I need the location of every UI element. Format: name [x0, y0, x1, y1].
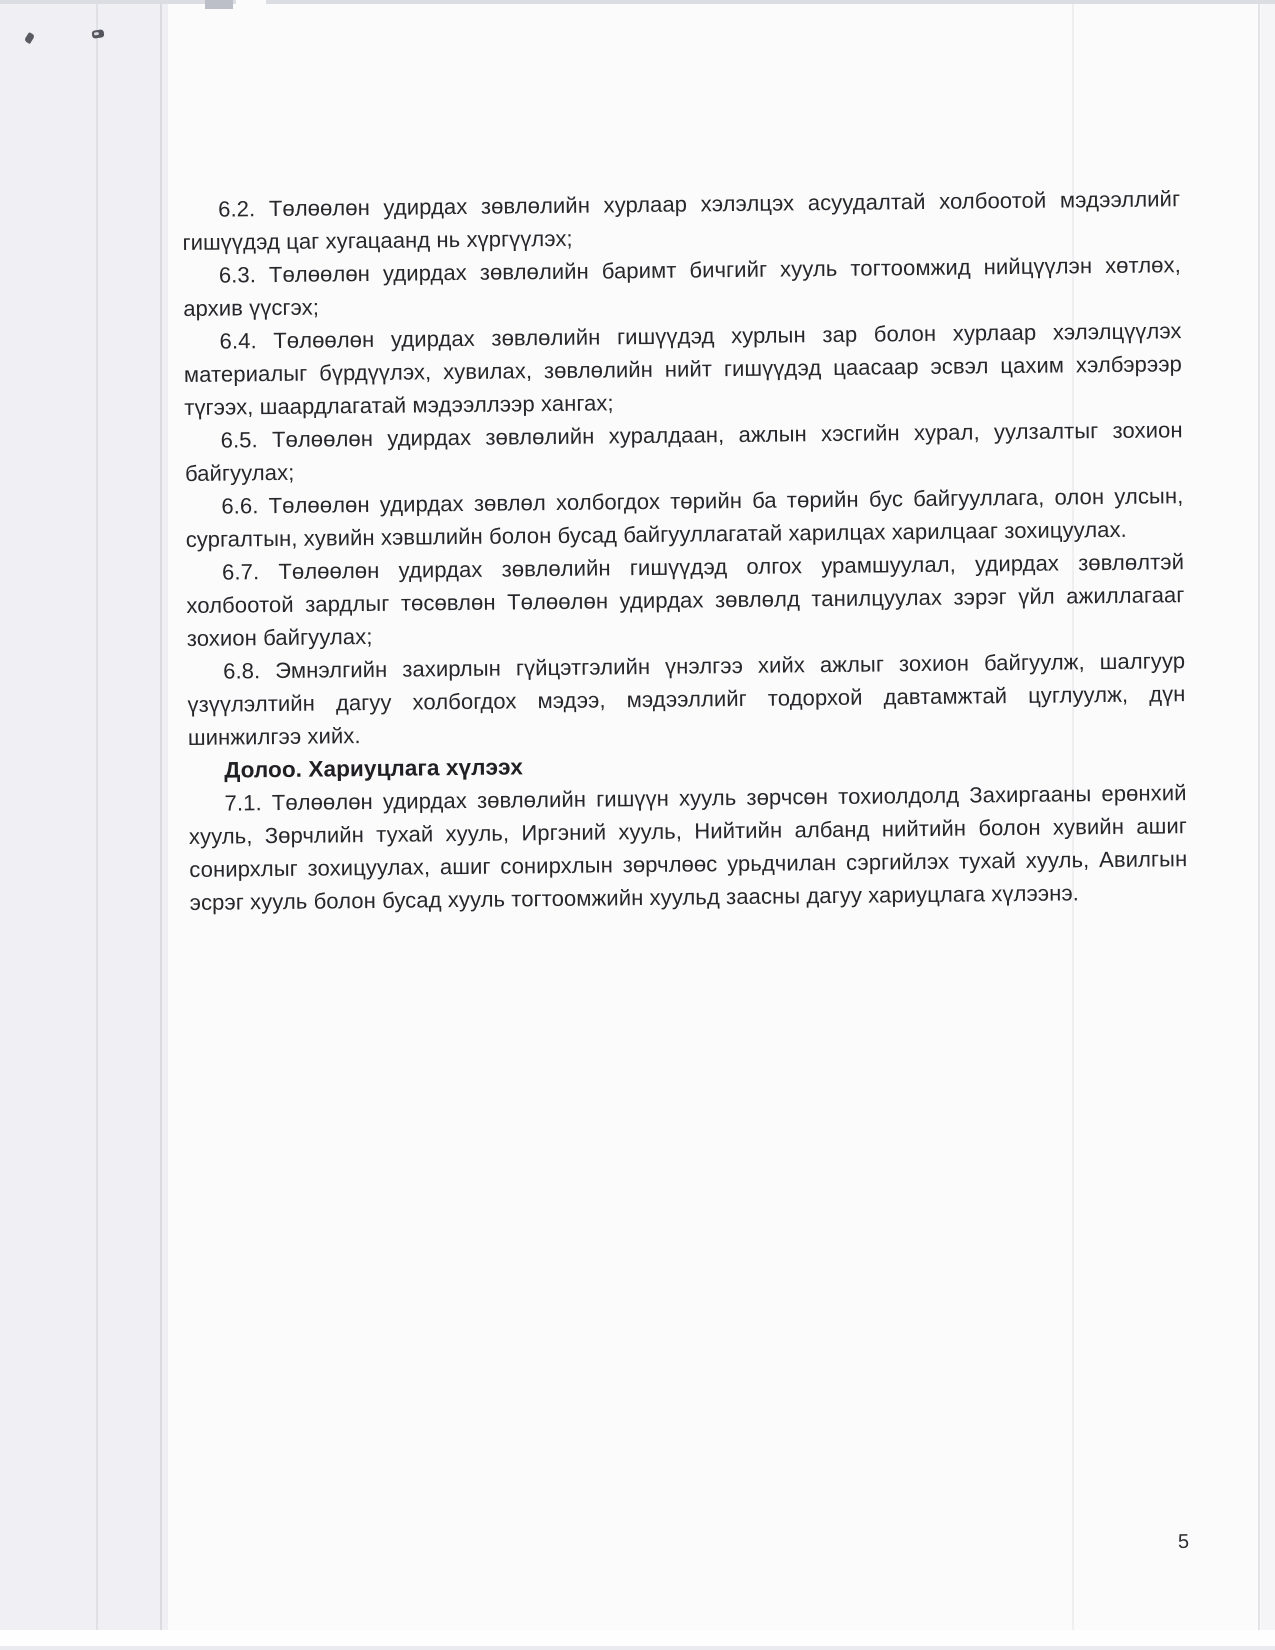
paragraph-6-2: 6.2. Төлөөлөн удирдах зөвлөлийн хурлаар хэлэлцэх асуудалтай холбоотой мэдээллийг гишүүдэд цаг хугацаанд нь хүргүүлэх;	[182, 186, 1181, 255]
scan-streak	[160, 0, 162, 1650]
scan-bottom-edge	[0, 1630, 1275, 1646]
paragraph-6-6: 6.6. Төлөөлөн удирдах зөвлөл холбогдох төрийн ба төрийн бус байгууллага, олон улсын, сургалтын, хувийн хэвшлийн болон бусад байгууллагатай харилцах харилцааг зохицуулах.	[185, 483, 1184, 552]
paragraph-6-8: 6.8. Эмнэлгийн захирлын гүйцэтгэлийн үнэлгээ хийх ажлыг зохион байгуулж, шалгуур үзүүлэлтийн дагуу холбогдох мэдээ, мэдээллийг тодорхой давтамжтай цуглуулж, дүн шинжилгээ хийх.	[187, 648, 1186, 750]
paragraph-6-4: 6.4. Төлөөлөн удирдах зөвлөлийн гишүүдэд хурлын зар болон хурлаар хэлэлцүүлэх материалыг бүрдүүлэх, хувилах, зөвлөлийн нийт гишүүдэд цаасаар эсвэл цахим хэлбэрээр түгээх, шаардлагатай мэдээллээр хангах;	[183, 318, 1183, 420]
scan-top-edge-mark	[205, 0, 233, 9]
scan-streak	[1258, 0, 1260, 1650]
scan-top-edge-gap	[236, 0, 266, 5]
page-number: 5	[1177, 1530, 1190, 1554]
paragraph-6-3: 6.3. Төлөөлөн удирдах зөвлөлийн баримт бичгийг хууль тогтоомжид нийцүүлэн хөтлөх, архив үүсгэх;	[183, 252, 1181, 321]
paragraph-6-7: 6.7. Төлөөлөн удирдах зөвлөлийн гишүүдэд олгох урамшуулал, удирдах зөвлөлтэй холбоотой зардлыг төсөвлөн Төлөөлөн удирдах зөвлөлд танилцуулах зэрэг үйл ажиллагааг зохион байгуулах;	[186, 549, 1185, 651]
document-body	[182, 182, 1188, 919]
section-heading: Долоо. Хариуцлага хүлээх	[224, 754, 524, 783]
scan-left-shading	[0, 0, 168, 1650]
paragraph-7-1: 7.1. Төлөөлөн удирдах зөвлөлийн гишүүн хууль зөрчсөн тохиолдолд Захиргааны ерөнхий хууль, Зөрчлийн тухай хууль, Иргэний хууль, Нийтийн албанд нийтийн болон хувийн ашиг сонирхлыг зохицуулах, ашиг сонирхлын зөрчлөөс урьдчилан сэргийлэх тухай хууль, Авилгын эсрэг хууль болон бусад хууль тогтоомжийн хуульд заасны дагуу хариуцлага хүлээнэ.	[188, 780, 1188, 915]
scan-streak	[96, 0, 98, 1650]
scan-bottom-strip	[0, 1646, 1275, 1650]
scan-top-edge	[0, 0, 1275, 4]
paragraph-6-5: 6.5. Төлөөлөн удирдах зөвлөлийн хуралдаан, ажлын хэсгийн хурал, уулзалтыг зохион байгуулах;	[184, 417, 1183, 486]
scan-right-shading	[1261, 0, 1275, 1650]
